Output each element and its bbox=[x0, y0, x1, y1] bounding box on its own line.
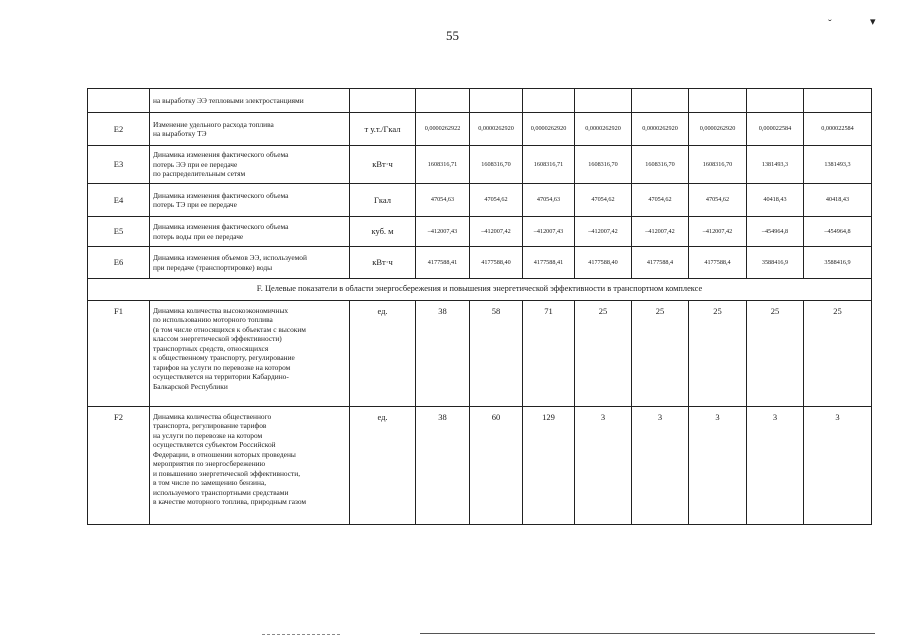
indicator-value: 4177588,4 bbox=[689, 247, 747, 279]
indicator-description: Динамика изменения фактического объема потерь ТЭ при ее передаче bbox=[150, 184, 350, 217]
bottom-rule bbox=[420, 633, 875, 634]
table-row bbox=[88, 146, 872, 184]
indicator-description: Динамика количества общественного транспорта, регулирование тарифов на услуги по перевозке на котором осуществляется субъектом Российской Федерации, в отношении которых проведены мероприятия по энергосбережению и повышению энергетической эффективности, в том числе по замещению бензина, используемого транспортными средствами в качестве моторного топлива, природным газом bbox=[150, 407, 350, 525]
indicator-value: –412007,42 bbox=[575, 217, 632, 247]
indicator-code bbox=[88, 89, 150, 113]
indicator-value: 0,0000262920 bbox=[470, 113, 523, 146]
indicator-value: 3 bbox=[575, 407, 632, 525]
indicator-value: 40418,43 bbox=[747, 184, 804, 217]
section-row bbox=[88, 279, 872, 301]
indicator-unit: кВт·ч bbox=[350, 247, 416, 279]
indicator-value bbox=[804, 89, 872, 113]
indicator-value: 25 bbox=[575, 301, 632, 407]
table-row bbox=[88, 89, 872, 113]
indicator-value: 58 bbox=[470, 301, 523, 407]
indicator-value: 47054,62 bbox=[575, 184, 632, 217]
indicator-value: 3588416,9 bbox=[804, 247, 872, 279]
indicator-unit: кВт·ч bbox=[350, 146, 416, 184]
indicator-value: 0,0000262920 bbox=[523, 113, 575, 146]
indicator-code: E2 bbox=[88, 113, 150, 146]
indicator-description: Динамика изменения фактического объема потерь ЭЭ при ее передаче по распределительным сетям bbox=[150, 146, 350, 184]
indicator-value: 1608316,70 bbox=[470, 146, 523, 184]
indicator-code: E5 bbox=[88, 217, 150, 247]
indicator-value: 4177588,41 bbox=[523, 247, 575, 279]
indicator-value: 0,000022584 bbox=[804, 113, 872, 146]
indicator-value bbox=[470, 89, 523, 113]
indicator-value: 47054,62 bbox=[632, 184, 689, 217]
indicator-code: E3 bbox=[88, 146, 150, 184]
scan-artifact bbox=[262, 634, 340, 635]
indicator-unit: т у.т./Гкал bbox=[350, 113, 416, 146]
indicator-unit: ед. bbox=[350, 407, 416, 525]
indicator-code: E4 bbox=[88, 184, 150, 217]
indicator-code: F2 bbox=[88, 407, 150, 525]
indicator-value: 25 bbox=[632, 301, 689, 407]
indicator-code: E6 bbox=[88, 247, 150, 279]
table-row bbox=[88, 113, 872, 146]
indicator-value: 71 bbox=[523, 301, 575, 407]
indicator-value: –412007,43 bbox=[416, 217, 470, 247]
table-row bbox=[88, 184, 872, 217]
indicator-unit bbox=[350, 89, 416, 113]
page-number: 55 bbox=[446, 28, 459, 43]
indicator-description: Динамика изменения объемов ЭЭ, используемой при передаче (транспортировке) воды bbox=[150, 247, 350, 279]
indicator-code: F1 bbox=[88, 301, 150, 407]
indicator-unit: куб. м bbox=[350, 217, 416, 247]
indicator-value: 25 bbox=[689, 301, 747, 407]
indicator-value: 4177588,40 bbox=[575, 247, 632, 279]
indicator-value: –454964,8 bbox=[804, 217, 872, 247]
indicator-value: 3588416,9 bbox=[747, 247, 804, 279]
indicator-value: 38 bbox=[416, 407, 470, 525]
table-row bbox=[88, 407, 872, 525]
indicator-value: 1608316,71 bbox=[523, 146, 575, 184]
indicator-value: 38 bbox=[416, 301, 470, 407]
indicator-value: –454964,8 bbox=[747, 217, 804, 247]
indicator-description: Динамика изменения фактического объема потерь воды при ее передаче bbox=[150, 217, 350, 247]
indicator-unit: Гкал bbox=[350, 184, 416, 217]
indicator-value: –412007,43 bbox=[523, 217, 575, 247]
indicator-value: 47054,63 bbox=[416, 184, 470, 217]
indicator-description: Динамика количества высокоэкономичных по использованию моторного топлива (в том числе относящихся к объектам с высоким классом энергетической эффективности) транспортных средств, относящихся к общественному транспорту, регулирование тарифов на услуги по перевозке на котором осуществляется на территории Кабардино- Балкарской Республики bbox=[150, 301, 350, 407]
indicator-value bbox=[575, 89, 632, 113]
indicator-value: 25 bbox=[804, 301, 872, 407]
indicator-value: 1608316,70 bbox=[632, 146, 689, 184]
table-row bbox=[88, 301, 872, 407]
indicator-value: 1381493,3 bbox=[747, 146, 804, 184]
indicator-description: Изменение удельного расхода топлива на выработку ТЭ bbox=[150, 113, 350, 146]
indicator-value bbox=[416, 89, 470, 113]
indicator-value bbox=[523, 89, 575, 113]
table-row bbox=[88, 217, 872, 247]
indicator-value: 3 bbox=[632, 407, 689, 525]
indicator-value: 1608316,70 bbox=[575, 146, 632, 184]
indicator-value: 129 bbox=[523, 407, 575, 525]
table-row bbox=[88, 247, 872, 279]
indicators-table bbox=[87, 88, 872, 525]
indicator-value: 47054,62 bbox=[689, 184, 747, 217]
indicator-value: 47054,63 bbox=[523, 184, 575, 217]
indicator-value: 4177588,40 bbox=[470, 247, 523, 279]
indicator-value: –412007,42 bbox=[689, 217, 747, 247]
indicator-value: 1608316,70 bbox=[689, 146, 747, 184]
indicator-value: 3 bbox=[747, 407, 804, 525]
indicator-value bbox=[632, 89, 689, 113]
indicator-value: 3 bbox=[804, 407, 872, 525]
scan-mark: ˇ bbox=[828, 18, 832, 30]
indicator-description: на выработку ЭЭ тепловыми электростанциями bbox=[150, 89, 350, 113]
indicator-value: 1608316,71 bbox=[416, 146, 470, 184]
indicator-value: –412007,42 bbox=[470, 217, 523, 247]
indicator-value: –412007,42 bbox=[632, 217, 689, 247]
indicator-value: 0,0000262920 bbox=[689, 113, 747, 146]
indicator-value: 4177588,41 bbox=[416, 247, 470, 279]
indicator-value: 0,0000262922 bbox=[416, 113, 470, 146]
indicator-value: 0,0000262920 bbox=[632, 113, 689, 146]
indicator-value: 25 bbox=[747, 301, 804, 407]
indicator-value: 3 bbox=[689, 407, 747, 525]
indicator-value: 1381493,3 bbox=[804, 146, 872, 184]
indicator-value: 47054,62 bbox=[470, 184, 523, 217]
indicator-unit: ед. bbox=[350, 301, 416, 407]
section-title: F. Целевые показатели в области энергосбережения и повышения энергетической эффективности в транспортном комплексе bbox=[88, 279, 872, 301]
indicator-value: 0,0000262920 bbox=[575, 113, 632, 146]
indicator-value: 4177588,4 bbox=[632, 247, 689, 279]
indicator-value: 60 bbox=[470, 407, 523, 525]
indicator-value bbox=[689, 89, 747, 113]
scan-mark: ▾ bbox=[870, 16, 876, 28]
indicator-value: 0,000022584 bbox=[747, 113, 804, 146]
indicator-value bbox=[747, 89, 804, 113]
indicator-value: 40418,43 bbox=[804, 184, 872, 217]
